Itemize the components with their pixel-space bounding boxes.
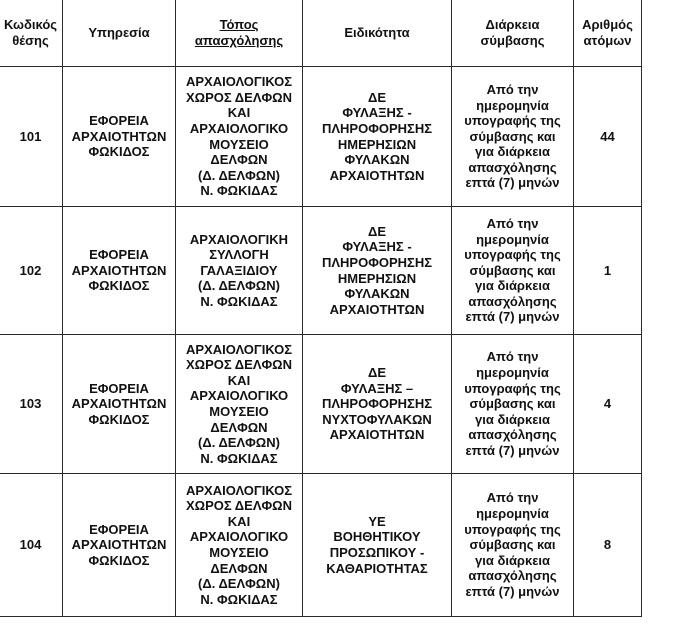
text-line: ΗΜΕΡΗΣΙΩΝ [337,136,417,152]
text-line: ΑΡΧΑΙΟΛΟΓΙΚΟΣ [185,482,293,498]
cell-specialty [303,207,452,335]
text-line: ΑΡΧΑΙΟΤΗΤΩΝ [329,301,425,317]
text-line: ΜΟΥΣΕΙΟ [209,545,269,560]
table-header-row [0,0,642,67]
text-line: ατόμων [583,32,632,48]
cell-work-location [176,335,303,474]
cell-work-location [176,67,303,207]
text-line: ΑΡΧΑΙΟΛΟΓΙΚΟΣ [185,74,293,90]
text-line: ΧΩΡΟΣ ΔΕΛΦΩΝ [186,498,292,514]
text-line: ΚΑΙ [227,105,251,121]
text-line: ΑΡΧΑΙΟΤΗΤΩΝ [329,167,425,183]
text-line: ΗΜΕΡΗΣΙΩΝ [337,270,417,286]
text-line: ΕΦΟΡΕΙΑ [89,521,149,537]
cell-number-of-persons: 8 [574,474,642,617]
text-line: επτά (7) μηνών [465,309,560,325]
cell-specialty [303,335,452,474]
text-line: ΑΡΧΑΙΟΤΗΤΩΝ [71,128,167,144]
table-row [0,207,642,335]
text-line: ημερομηνία [476,97,549,113]
text-line: ΦΩΚΙΔΟΣ [88,144,150,160]
text-line: Διάρκεια [485,16,540,32]
text-line: ΦΩΚΙΔΟΣ [88,278,150,294]
text-line: απασχόλησης [468,159,557,175]
text-line: ΔΕ [367,223,386,239]
text-line: ΠΡΟΣΩΠΙΚΟΥ - [329,545,425,560]
cell-contract-duration [452,67,574,207]
text-line: ΦΥΛΑΞΗΣ - [342,105,412,121]
text-line: Ν. ΦΩΚΙΔΑΣ [200,293,278,309]
text-line: επτά (7) μηνών [465,175,560,191]
text-line: σύμβασης και [469,537,556,553]
cell-contract-duration [452,335,574,474]
text-line: σύμβασης και [469,128,556,144]
text-line: ΠΛΗΡΟΦΟΡΗΣΗΣ [321,254,433,270]
text-line: Ν. ΦΩΚΙΔΑΣ [200,591,278,607]
text-line: ΑΡΧΑΙΟΤΗΤΩΝ [71,537,167,553]
text-line: σύμβασης και [469,262,556,278]
text-line: ημερομηνία [476,506,549,522]
text-line: ΣΥΛΛΟΓΗ [209,247,269,263]
text-line: Τόπος [219,16,259,32]
text-line: Υπηρεσία [88,24,150,40]
text-line: ΜΟΥΣΕΙΟ [209,136,269,152]
table-row [0,335,642,474]
text-line: ΚΑΙ [227,513,251,529]
cell-position-code: 103 [0,335,63,474]
text-line: ΔΕΛΦΩΝ [210,152,268,168]
text-line: Αριθμός [582,16,633,32]
cell-service [63,207,176,335]
text-line: ΒΟΗΘΗΤΙΚΟΥ [333,529,421,545]
text-line: Κωδικός [3,16,58,32]
text-line: ΑΡΧΑΙΟΤΗΤΩΝ [71,262,167,278]
text-line: για διάρκεια [475,278,550,294]
text-line: ΕΦΟΡΕΙΑ [89,113,149,129]
text-line: Από την [486,349,539,365]
text-line: ΔΕΛΦΩΝ [210,419,268,435]
cell-position-code: 101 [0,67,63,207]
text-line: ΕΦΟΡΕΙΑ [89,247,149,263]
text-line: ΥΕ [368,513,386,529]
text-line: ΚΑΘΑΡΙΟΤΗΤΑΣ [326,560,428,576]
text-line: ΑΡΧΑΙΟΛΟΓΙΚΟ [189,388,289,404]
text-line: (Δ. ΔΕΛΦΩΝ) [198,278,280,294]
text-line: ΧΩΡΟΣ ΔΕΛΦΩΝ [186,89,292,105]
text-line: ΦΩΚΙΔΟΣ [88,552,150,568]
text-line: (Δ. ΔΕΛΦΩΝ) [198,435,280,451]
cell-service [63,67,176,207]
text-line: υπογραφής της [464,247,561,263]
header-service [63,0,176,67]
text-line: υπογραφής της [464,380,561,396]
text-line: απασχόλησης [468,427,557,443]
text-line: σύμβασης και [469,396,556,412]
text-line: επτά (7) μηνών [465,442,560,458]
table-row [0,67,642,207]
text-line: υπογραφής της [464,521,561,537]
cell-work-location [176,474,303,617]
text-line: Από την [486,490,539,506]
cell-specialty [303,67,452,207]
cell-contract-duration [452,474,574,617]
header-specialty [303,0,452,67]
cell-work-location [176,207,303,335]
text-line: ΜΟΥΣΕΙΟ [209,404,269,419]
text-line: ΑΡΧΑΙΟΛΟΓΙΚΗ [189,231,289,247]
text-line: ΦΥΛΑΚΩΝ [344,152,410,168]
text-line: για διάρκεια [475,552,550,568]
text-line: ΑΡΧΑΙΟΤΗΤΩΝ [71,396,167,412]
text-line: ΦΥΛΑΚΩΝ [344,286,410,302]
text-line: ΑΡΧΑΙΟΛΟΓΙΚΟ [189,529,289,545]
text-line: Από την [486,81,539,97]
text-line: ΔΕΛΦΩΝ [210,560,268,576]
cell-number-of-persons: 4 [574,335,642,474]
text-line: ΓΑΛΑΞΙΔΙΟΥ [200,262,278,278]
text-line: Ν. ΦΩΚΙΔΑΣ [200,183,278,199]
text-line: ΑΡΧΑΙΟΛΟΓΙΚΟΣ [185,341,293,357]
text-line: ΦΥΛΑΞΗΣ - [342,239,412,255]
cell-number-of-persons: 1 [574,207,642,335]
cell-number-of-persons: 44 [574,67,642,207]
text-line: ΠΛΗΡΟΦΟΡΗΣΗΣ [321,120,433,136]
text-line: ΑΡΧΑΙΟΤΗΤΩΝ [329,427,425,443]
cell-contract-duration [452,207,574,335]
cell-specialty [303,474,452,617]
text-line: για διάρκεια [475,411,550,427]
text-line: Ν. ΦΩΚΙΔΑΣ [200,450,278,466]
text-line: ημερομηνία [476,365,549,381]
text-line: (Δ. ΔΕΛΦΩΝ) [198,576,280,592]
text-line: Από την [486,215,539,231]
cell-service [63,335,176,474]
header-number-of-persons [574,0,642,67]
text-line: ΦΩΚΙΔΟΣ [88,411,150,427]
text-line: ΠΛΗΡΟΦΟΡΗΣΗΣ [321,396,433,412]
text-line: απασχόλησης [194,32,284,48]
table-row [0,474,642,617]
text-line: απασχόλησης [468,293,557,309]
text-line: θέσης [12,32,49,48]
text-line: ΝΥΧΤΟΦΥΛΑΚΩΝ [322,411,432,427]
cell-position-code: 102 [0,207,63,335]
text-line: ΚΑΙ [227,372,251,388]
cell-position-code: 104 [0,474,63,617]
text-line: απασχόλησης [468,568,557,584]
text-line: (Δ. ΔΕΛΦΩΝ) [198,167,280,183]
text-line: επτά (7) μηνών [465,583,560,599]
header-contract-duration [452,0,574,67]
text-line: ΔΕ [367,365,386,381]
text-line: ΧΩΡΟΣ ΔΕΛΦΩΝ [186,357,292,373]
text-line: ΑΡΧΑΙΟΛΟΓΙΚΟ [189,120,289,136]
header-work-location [176,0,303,67]
text-line: ΕΦΟΡΕΙΑ [89,380,149,396]
text-line: υπογραφής της [464,113,561,129]
text-line: Ειδικότητα [344,24,410,40]
text-line: για διάρκεια [475,144,550,160]
text-line: ΦΥΛΑΞΗΣ – [340,380,414,396]
cell-service [63,474,176,617]
text-line: ΔΕ [367,89,386,105]
text-line: σύμβασης [480,32,545,48]
text-line: ημερομηνία [476,231,549,247]
header-position-code [0,0,63,67]
